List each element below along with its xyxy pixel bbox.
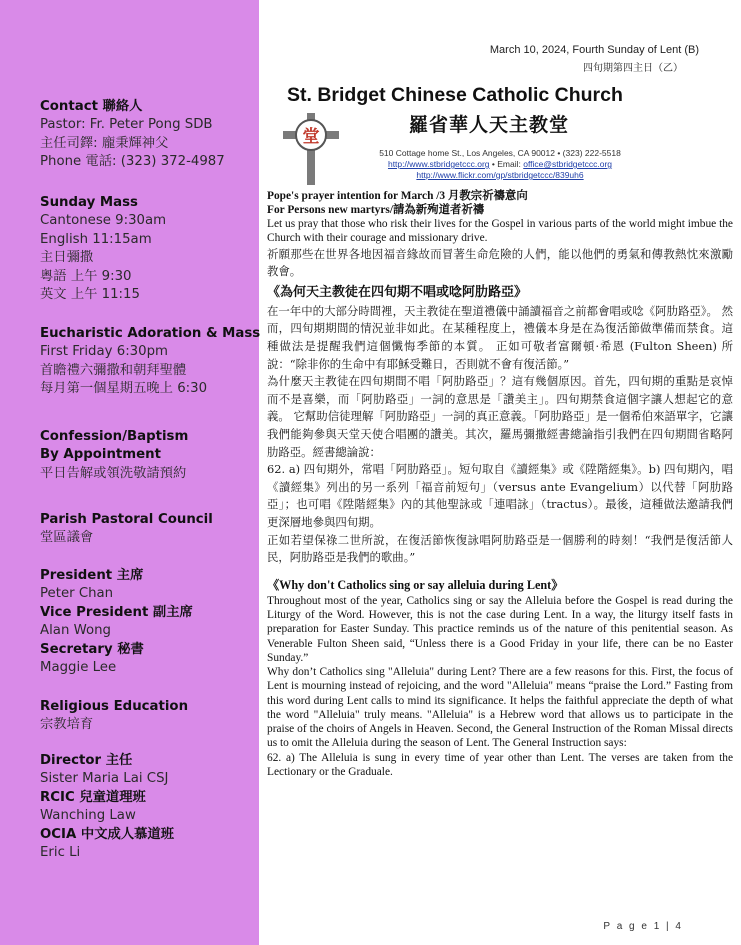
president-label: President 主席 bbox=[40, 568, 144, 583]
article-zh-p2: 為什麼天主教徒在四旬期間不唱「阿肋路亞」？這有幾個原因。首先，四旬期的重點是哀悼而不是喜樂，而「阿肋路亞」一詞的意思是「讚美主」。四旬期禁食這個字讓人想起它的意義。 它幫助信徒理解「阿肋路亞」一詞的真正意義。「阿肋路亞」是一個希伯來語單字，它讓我們能夠參與天堂天使合唱團的讚美。其次，羅馬彌撒經書總論指引我們在四旬期間省略阿肋路亞。經書總論說： bbox=[267, 374, 733, 459]
director-label: Director 主任 bbox=[40, 753, 133, 768]
council-heading: Parish Pastoral Council bbox=[40, 512, 213, 527]
prayer-title: Pope's prayer intention for March /3 月教宗祈禱意向 bbox=[267, 190, 528, 202]
confession-zh: 平日告解或領洗敬請預約 bbox=[40, 465, 187, 481]
contact-section bbox=[40, 98, 255, 172]
web-email-line bbox=[355, 159, 645, 170]
flickr-line bbox=[355, 170, 645, 181]
pastor-zh: 主任司鐸: 龐秉輝神父 bbox=[40, 135, 169, 151]
council-section bbox=[40, 511, 255, 548]
religious-ed-zh: 宗教培育 bbox=[40, 717, 94, 733]
vp-label: Vice President 副主席 bbox=[40, 604, 193, 620]
religious-ed-heading: Religious Education bbox=[40, 699, 189, 714]
prayer-subtitle: For Persons new martyrs/請為新殉道者祈禱 bbox=[267, 203, 485, 216]
mass-section bbox=[40, 194, 255, 304]
email-label: • Email: bbox=[489, 159, 524, 169]
article-en-p1: Throughout most of the year, Catholics sing or say the Alleluia before the Gospel is read during the Liturgy of the Word. However, this is not the case during Lent. In a way, the liturgy itself fasts in preparation for Easter Sunday. This practice reminds us of the nature of this penitential season. As Venerable Fulton Sheen said, “Unless there is a Good Friday in your life, there can be no Easter Sunday.” bbox=[267, 594, 733, 664]
appointment-heading: By Appointment bbox=[40, 447, 161, 463]
article-zh-title: 《為何天主教徒在四旬期不唱或唸阿肋路亞》 bbox=[267, 284, 528, 300]
secretary-name: Maggie Lee bbox=[40, 660, 117, 676]
mass-heading: Sunday Mass bbox=[40, 195, 138, 210]
mass-zh-english: 英文 上午 11:15 bbox=[40, 287, 140, 303]
religious-ed-section bbox=[40, 698, 255, 735]
president-name: Peter Chan bbox=[40, 586, 114, 602]
article-zh-p3: 62. a) 四旬期外，常唱「阿肋路亞」。短句取自《讀經集》或《陞階經集》。b) 四旬期內，唱《讀經集》列出的另一系列「福音前短句」（versus ante Evangelium）以代替「阿肋路亞」；也可唱《陞階經集》內的其他聖詠或「連唱詠」（tractus）。最後，這種做法邀請我們更深層地參與四旬期。 bbox=[267, 462, 733, 529]
email-link[interactable]: office@stbridgetccc.org bbox=[523, 159, 613, 169]
sidebar bbox=[0, 0, 259, 945]
adoration-heading: Eucharistic Adoration & Mass bbox=[40, 326, 261, 341]
date-zh: 四旬期第四主日（乙） bbox=[583, 63, 683, 74]
programs-section bbox=[40, 752, 255, 862]
page-number: P a g e 1 | 4 bbox=[603, 921, 683, 932]
article-body bbox=[267, 190, 733, 779]
article-zh-p4: 正如若望保祿二世所說，在復活節恢復詠唱阿肋路亞是一個勝利的時刻！“我們是復活節人民，阿肋路亞是我們的歌曲。” bbox=[267, 532, 733, 565]
ocia-label: OCIA 中文成人慕道班 bbox=[40, 826, 175, 842]
vp-name: Alan Wong bbox=[40, 623, 111, 639]
adoration-zh1: 首瞻禮六彌撒和朝拜聖體 bbox=[40, 362, 187, 378]
address: 510 Cottage home St., Los Angeles, CA 90012 • (323) 222-5518 bbox=[379, 148, 621, 158]
adoration-time: First Friday 6:30pm bbox=[40, 344, 168, 360]
council-zh: 堂區議會 bbox=[40, 530, 94, 546]
confession-heading: Confession/Baptism bbox=[40, 429, 189, 444]
church-name-en: St. Bridget Chinese Catholic Church bbox=[287, 84, 623, 106]
rcic-label: RCIC 兒童道理班 bbox=[40, 789, 146, 805]
phone: Phone 電話: (323) 372-4987 bbox=[40, 154, 225, 170]
mass-cantonese: Cantonese 9:30am bbox=[40, 213, 167, 229]
officers-section bbox=[40, 567, 255, 677]
church-logo-icon bbox=[283, 113, 339, 185]
logo-char: 堂 bbox=[302, 127, 320, 147]
mass-zh-heading: 主日彌撒 bbox=[40, 250, 94, 266]
adoration-zh2: 每月第一個星期五晚上 6:30 bbox=[40, 381, 208, 397]
prayer-text-en: Let us pray that those who risk their lives for the Gospel in various parts of the world might imbue the Church with their courage and missionary drive. bbox=[267, 218, 733, 245]
rcic-name: Wanching Law bbox=[40, 808, 136, 824]
article-en-title: 《Why don't Catholics sing or say alleluia during Lent》 bbox=[267, 577, 564, 592]
prayer-text-zh: 祈願那些在世界各地因福音緣故而冒著生命危險的人們，能以他們的勇氣和傳教熱忱來激勵教會。 bbox=[267, 246, 733, 279]
church-name-zh: 羅省華人天主教堂 bbox=[409, 114, 570, 136]
pastor-en: Pastor: Fr. Peter Pong SDB bbox=[40, 117, 213, 133]
flickr-link[interactable]: http://www.flickr.com/gp/stbridgetccc/839uh6 bbox=[416, 170, 584, 180]
ocia-name: Eric Li bbox=[40, 845, 81, 861]
confession-section bbox=[40, 428, 255, 483]
secretary-label: Secretary 秘書 bbox=[40, 641, 144, 657]
article-en-p3: 62. a) The Alleluia is sung in every time of year other than Lent. The verses are taken from the Lectionary or the Graduale. bbox=[267, 751, 733, 778]
contact-heading: Contact 聯絡人 bbox=[40, 99, 143, 114]
article-zh-p1: 在一年中的大部分時間裡，天主教徒在聖道禮儀中誦讀福音之前都會唱或唸《阿肋路亞》。 然而，四旬期期間的情況並非如此。在某種程度上，禮儀本身是在為復活節做準備而禁食。這種做法是提醒我們這個懺悔季節的本質。 正如可敬者富爾頓·希恩 (Fulton Sheen) 所說：“除非你的生命中有耶穌受難日，否則就不會有復活節。” bbox=[267, 303, 733, 371]
date-en: March 10, 2024, Fourth Sunday of Lent (B) bbox=[489, 44, 699, 56]
article-en-p2: Why don’t Catholics sing "Alleluia" during Lent? There are a few reasons for this. First, the focus of Lent is mourning instead of rejoicing, and the word "Alleluia" means “praise the Lord.” Fasting from this word during Lent calls to mind its significance. It helps the faithful appreciate the depth of what the word "Alleluia" truly means. "Alleluia" is a Hebrew word that allows us to participate in the praise of the choirs of Angels in Heaven. Second, the General Instruction of the Roman Missal directs us to omit the Alleluia during the season of Lent. The General Instruction says: bbox=[267, 666, 733, 750]
director-name: Sister Maria Lai CSJ bbox=[40, 771, 169, 787]
adoration-section bbox=[40, 325, 261, 399]
website-link[interactable]: http://www.stbridgetccc.org bbox=[387, 159, 490, 169]
mass-english: English 11:15am bbox=[40, 231, 152, 247]
mass-zh-cantonese: 粵語 上午 9:30 bbox=[40, 268, 132, 284]
main-content bbox=[259, 0, 741, 945]
